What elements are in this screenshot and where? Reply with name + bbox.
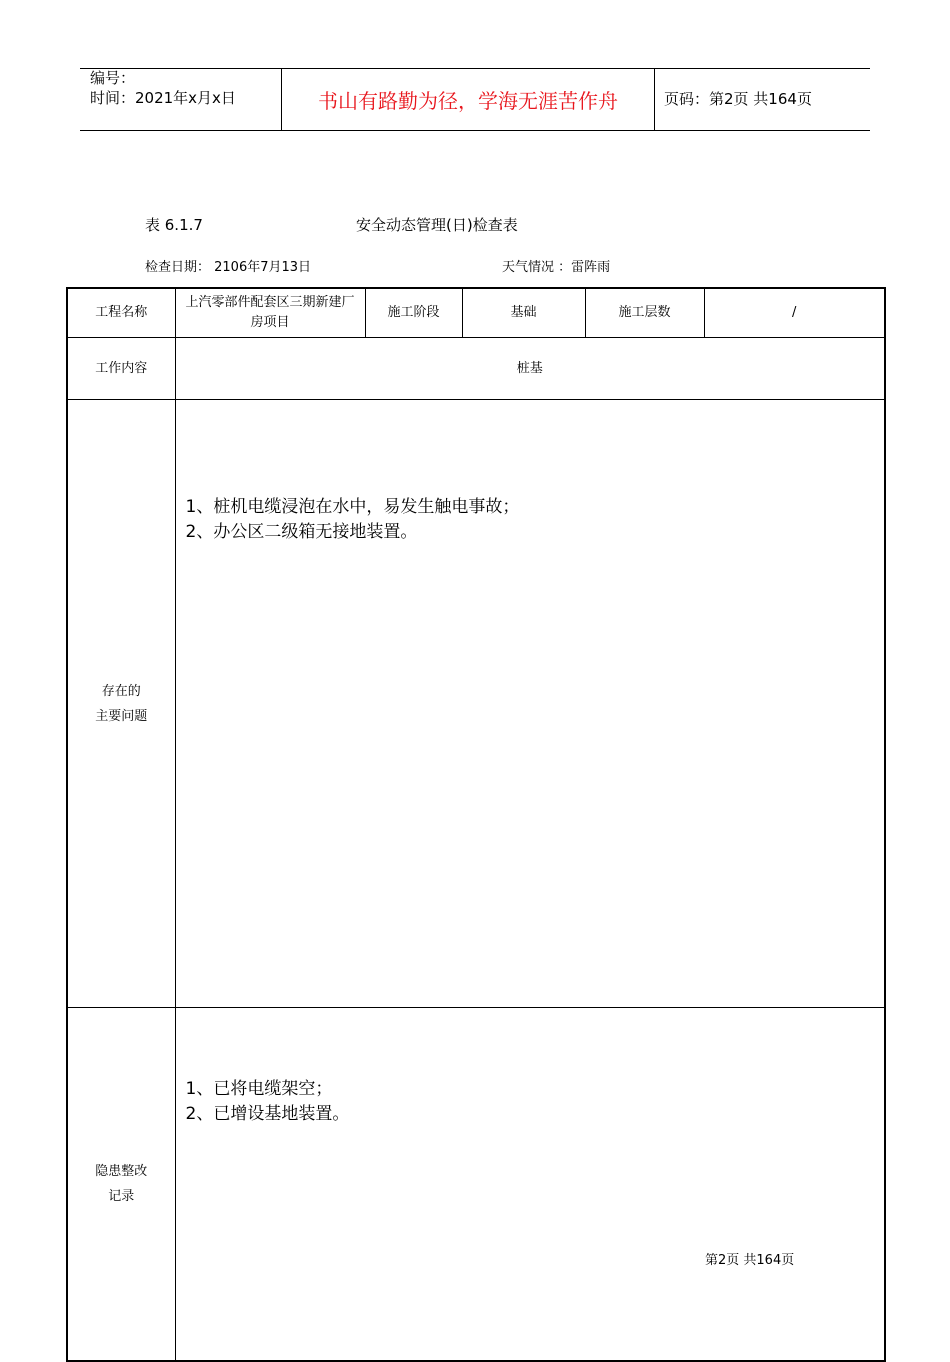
time-label: 时间：2021年x月x日 [90, 89, 236, 107]
fix-item-2: 2、已增设基地装置。 [185, 1104, 350, 1124]
issue-item-2: 2、办公区二级箱无接地装置。 [185, 522, 418, 542]
header-divider-right [654, 68, 655, 130]
fix-label-line2: 记录 [108, 1189, 135, 1204]
phase-value: 基础 [462, 288, 585, 338]
fix-item-1: 1、已将电缆架空； [185, 1079, 333, 1099]
footer-page-number: 第2页 共164页 [705, 1253, 795, 1268]
header-slogan: 书山有路勤为径，学海无涯苦作舟 [318, 88, 618, 113]
fix-record-label [67, 1008, 175, 1362]
issue-item-1: 1、桩机电缆浸泡在水中，易发生触电事故； [185, 497, 520, 517]
table-number: 表 6.1.7 [145, 216, 203, 234]
fix-label-line1: 隐患整改 [95, 1164, 148, 1179]
inspection-table [66, 287, 886, 1362]
floors-value: / [704, 288, 885, 338]
issues-label [67, 400, 175, 1008]
weather-info: 天气情况 ：雷阵雨 [502, 260, 611, 275]
work-content-label: 工作内容 [67, 338, 175, 400]
project-name-label: 工程名称 [67, 288, 175, 338]
page-title: 安全动态管理(日)检查表 [356, 216, 518, 234]
issues-content [175, 400, 885, 1008]
floors-label: 施工层数 [585, 288, 704, 338]
table-row [67, 288, 885, 338]
table-row [67, 1008, 885, 1362]
header-page-info: 页码：第2页 共164页 [664, 90, 812, 108]
table-row [67, 400, 885, 1008]
header-bottom-rule [80, 130, 870, 131]
serial-label: 编号： [90, 69, 136, 87]
phase-label: 施工阶段 [365, 288, 462, 338]
work-content-value: 桩基 [175, 338, 885, 400]
fix-record-content [175, 1008, 885, 1362]
check-date: 检查日期： 2106年7月13日 [145, 260, 312, 275]
table-row [67, 338, 885, 400]
header-left-block [90, 68, 236, 108]
issues-label-line2: 主要问题 [95, 708, 148, 724]
issues-label-line1: 存在的 [101, 683, 141, 699]
project-name-value: 上汽零部件配套区三期新建厂房项目 [175, 288, 365, 338]
